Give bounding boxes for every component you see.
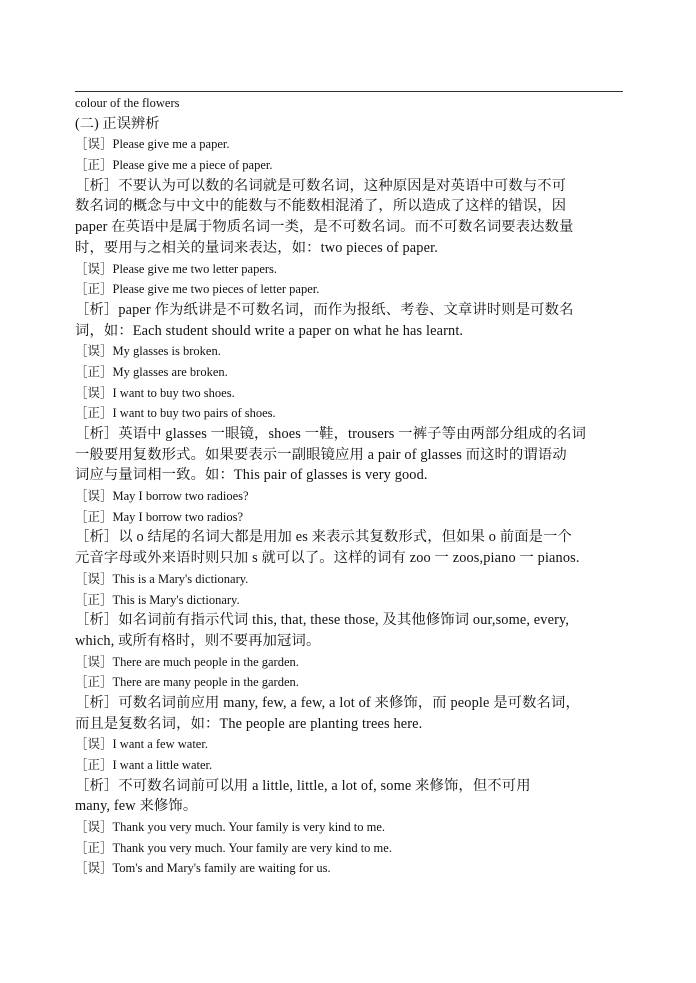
- text-line: ［误］Please give me a paper.: [75, 137, 230, 152]
- text-line: ［析］不要认为可以数的名词就是可数名词，这种原因是对英语中可数与不可: [75, 177, 567, 194]
- text-line: 数名词的概念与中文中的能数与不能数相混淆了，所以造成了这样的错误，因: [75, 198, 567, 215]
- text-line: ［正］This is Mary's dictionary.: [75, 592, 240, 607]
- text-line: ［正］I want a little water.: [75, 758, 213, 772]
- text-line: 词，如：Each student should write a paper on what he has learnt.: [75, 322, 464, 339]
- text-line: ［正］I want to buy two pairs of shoes.: [75, 406, 276, 421]
- text-line: ［误］My glasses is broken.: [75, 344, 221, 359]
- text-line: ［析］如名词前有指示代词 this, that, these those, 及其他修饰词 our,some, every,: [75, 612, 570, 629]
- text-line: ［误］May I borrow two radioes?: [75, 489, 249, 504]
- header-rule: [75, 91, 623, 92]
- text-line: ［误］I want a few water.: [75, 737, 208, 752]
- text-line: ［正］There are many people in the garden.: [75, 675, 299, 690]
- document-body: [75, 93, 625, 879]
- text-line: ［正］May I borrow two radios?: [75, 509, 244, 524]
- text-line: ［正］Please give me two pieces of letter paper.: [75, 282, 320, 297]
- text-line: 元音字母或外来语时则只加 s 就可以了。这样的词有 zoo 一 zoos,piano 一 pianos.: [75, 550, 580, 567]
- text-line: ［误］Thank you very much. Your family is very kind to me.: [75, 820, 386, 835]
- text-line: ［正］Thank you very much. Your family are very kind to me.: [75, 840, 392, 855]
- section-heading: (二) 正误辨析: [75, 115, 160, 132]
- text-line: ［误］There are much people in the garden.: [75, 654, 299, 669]
- text-line: which, 或所有格时，则不要再加冠词。: [75, 632, 321, 649]
- text-line: 而且是复数名词，如：The people are planting trees here.: [75, 715, 423, 732]
- text-line: 一般要用复数形式。如果要表示一副眼镜应用 a pair of glasses 而这时的谓语动: [75, 446, 567, 463]
- text-line: ［析］英语中 glasses 一眼镜，shoes 一鞋，trousers 一裤子等由两部分组成的名词: [75, 426, 587, 442]
- text-line: ［析］paper 作为纸讲是不可数名词，而作为报纸、考卷、文章讲时则是可数名: [75, 301, 574, 318]
- text-line: ［误］This is a Mary's dictionary.: [75, 571, 249, 586]
- text-line: ［析］以 o 结尾的名词大都是用加 es 来表示其复数形式，但如果 o 前面是一个: [75, 529, 573, 546]
- text-line: paper 在英语中是属于物质名词一类，是不可数名词。而不可数名词要表达数量: [75, 219, 574, 236]
- text-line: ［误］Please give me two letter papers.: [75, 261, 278, 276]
- text-line: ［正］Please give me a piece of paper.: [75, 158, 273, 173]
- text-line: 词应与量词相一致。如：This pair of glasses is very good.: [75, 467, 428, 484]
- text-line: colour of the flowers: [75, 96, 180, 110]
- text-line: ［析］可数名词前应用 many, few, a few, a lot of 来修饰，而 people 是可数名词，: [75, 694, 580, 711]
- text-line: ［正］My glasses are broken.: [75, 364, 228, 379]
- text-line: 时，要用与之相关的量词来表达，如：two pieces of paper.: [75, 239, 438, 256]
- text-line: many, few 来修饰。: [75, 798, 198, 815]
- text-line: ［误］Tom's and Mary's family are waiting for us.: [75, 861, 331, 876]
- text-line: ［析］不可数名词前可以用 a little, little, a lot of, some 来修饰，但不可用: [75, 777, 531, 794]
- text-line: ［误］I want to buy two shoes.: [75, 385, 235, 400]
